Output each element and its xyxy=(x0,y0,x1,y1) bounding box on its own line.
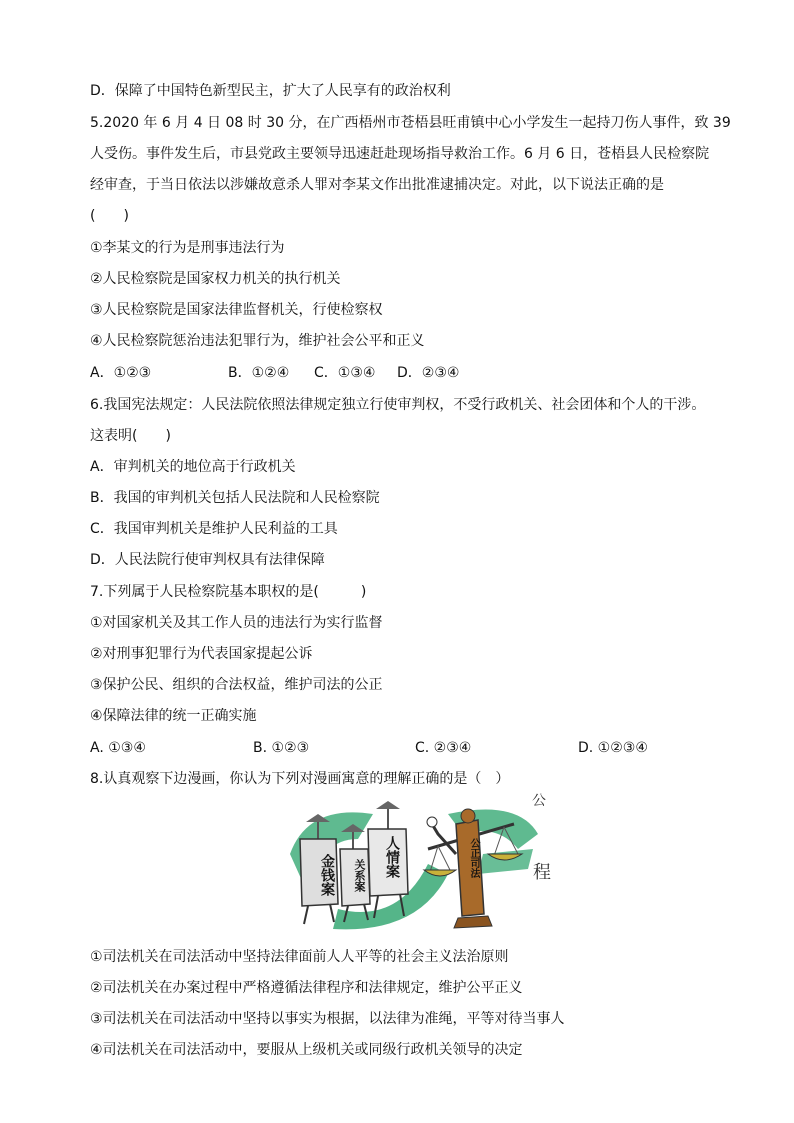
justice-label: 公正司法 xyxy=(468,838,479,878)
q7-option-d: D. ①②③④ xyxy=(578,740,648,756)
q5-item-4: ④人民检察院惩治违法犯罪行为，维护社会公平和正义 xyxy=(90,333,425,349)
cropped-side-char-mid: 程 xyxy=(533,862,551,883)
sign-favor-label: 人情案 xyxy=(384,836,400,878)
q5-option-a: A．①②③ xyxy=(90,365,152,381)
q6-option-c: C．我国审判机关是维护人民利益的工具 xyxy=(90,521,338,537)
q7-option-b: B. ①②③ xyxy=(253,740,310,756)
q5-stem-line1: 5.2020 年 6 月 4 日 08 时 30 分，在广西梧州市苍梧县旺甫镇中心小学发生一起持刀伤人事件，致 39 xyxy=(90,115,731,131)
q8-item-1: ①司法机关在司法活动中坚持法律面前人人平等的社会主义法治原则 xyxy=(90,949,509,965)
q7-item-3: ③保护公民、组织的合法权益，维护司法的公正 xyxy=(90,677,383,693)
q5-option-d: D．②③④ xyxy=(397,365,460,381)
q5-item-1: ①李某文的行为是刑事违法行为 xyxy=(90,240,285,256)
q5-item-3: ③人民检察院是国家法律监督机关，行使检察权 xyxy=(90,302,383,318)
q8-item-4: ④司法机关在司法活动中，要服从上级机关或同级行政机关领导的决定 xyxy=(90,1042,523,1058)
q6-stem-line1: 6.我国宪法规定：人民法院依照法律规定独立行使审判权，不受行政机关、社会团体和个人的干涉。 xyxy=(90,397,706,413)
q8-stem: 8.认真观察下边漫画，你认为下列对漫画寓意的理解正确的是（ ） xyxy=(90,771,510,787)
q6-option-b: B．我国的审判机关包括人民法院和人民检察院 xyxy=(90,490,380,506)
q5-stem-line2: 人受伤。事件发生后，市县党政主要领导迅速赶赴现场指导救治工作。6 月 6 日，苍梧县人民检察院 xyxy=(90,146,710,162)
q4-option-d: D．保障了中国特色新型民主，扩大了人民享有的政治权利 xyxy=(90,83,451,99)
q7-item-1: ①对国家机关及其工作人员的违法行为实行监督 xyxy=(90,615,383,631)
sign-relation-label: 关系案 xyxy=(353,859,366,892)
q7-option-c: C. ②③④ xyxy=(415,740,472,756)
q5-stem-line3: 经审查，于当日依法以涉嫌故意杀人罪对李某文作出批准逮捕决定。对此，以下说法正确的是 xyxy=(90,177,664,193)
figure-raised-hand xyxy=(432,824,456,854)
sign-money-label: 金钱案 xyxy=(319,854,335,896)
q5-answer-paren: ( ) xyxy=(90,208,129,224)
cropped-side-char-top: 公 xyxy=(532,793,546,809)
q6-option-d: D．人民法院行使审判权具有法律保障 xyxy=(90,552,325,568)
q8-item-2: ②司法机关在办案过程中严格遵循法律程序和法律规定，维护公平正义 xyxy=(90,980,523,996)
q6-stem-line2: 这表明( ) xyxy=(90,428,171,444)
q5-item-2: ②人民检察院是国家权力机关的执行机关 xyxy=(90,271,341,287)
q7-item-2: ②对刑事犯罪行为代表国家提起公诉 xyxy=(90,646,313,662)
q7-item-4: ④保障法律的统一正确实施 xyxy=(90,708,257,724)
q6-option-a: A．审判机关的地位高于行政机关 xyxy=(90,459,296,475)
q5-option-c: C．①③④ xyxy=(314,365,376,381)
q5-option-b: B．①②④ xyxy=(228,365,290,381)
watermark-bar xyxy=(478,849,533,874)
q7-stem: 7.下列属于人民检察院基本职权的是( ) xyxy=(90,584,367,600)
q8-item-3: ③司法机关在司法活动中坚持以事实为根据，以法律为准绳，平等对待当事人 xyxy=(90,1011,565,1027)
justice-cartoon xyxy=(278,794,548,934)
q7-option-a: A. ①③④ xyxy=(90,740,146,756)
